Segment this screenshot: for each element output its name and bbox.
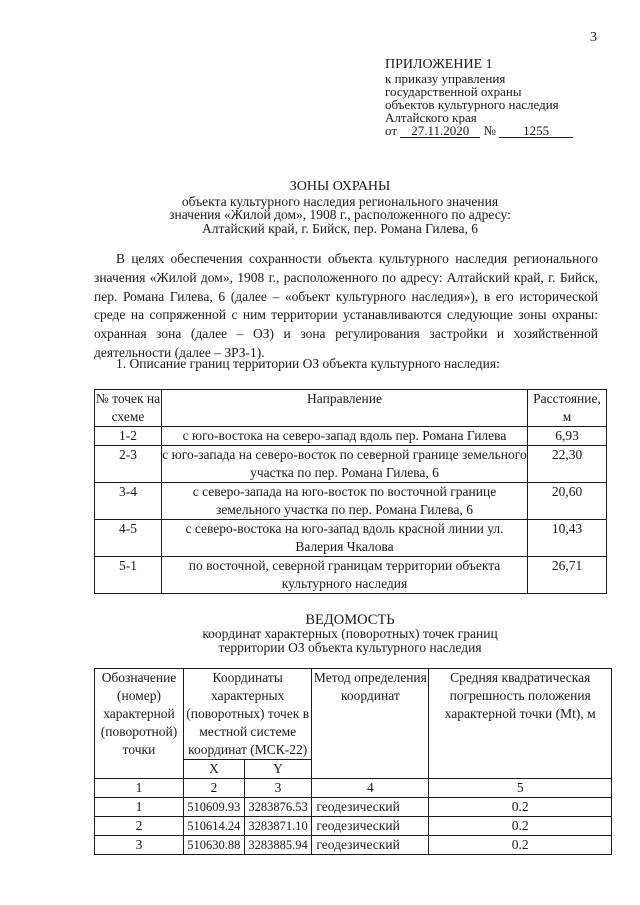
vedomost-block	[90, 613, 610, 655]
coordinates-table	[94, 668, 612, 855]
vedomost-title: ВЕДОМОСТЬ	[305, 612, 395, 628]
header-distance: Расстояние, м	[528, 390, 607, 427]
appendix-line: объектов культурного наследия	[385, 97, 559, 112]
error-mt: 0.2	[429, 836, 612, 855]
col-number: 1	[95, 779, 184, 798]
header-coordinates: Координаты характерных (поворотных) точек в местной системе координат (МСК-22)	[184, 669, 312, 760]
table-row	[95, 557, 607, 594]
appendix-ot: от	[385, 123, 398, 138]
row-points: 1-2	[95, 427, 162, 446]
point-number: 2	[95, 817, 184, 836]
point-number: 1	[95, 798, 184, 817]
title-line: Алтайский край, г. Бийск, пер. Романа Гилева, 6	[201, 220, 479, 236]
row-distance: 26,71	[528, 557, 607, 594]
zones-title-block	[90, 180, 590, 235]
appendix-date-line	[385, 124, 625, 138]
row-points: 2-3	[95, 446, 162, 483]
order-number: 1255	[499, 125, 573, 138]
order-date: 27.11.2020	[400, 125, 480, 138]
intro-paragraph	[94, 250, 598, 363]
appendix-line: к приказу управления	[385, 71, 506, 86]
row-direction: с юго-запада на северо-восток по северной границе земельного участка по пер. Романа Гилева, 6	[162, 446, 528, 483]
header-y: Y	[244, 760, 312, 779]
coord-x: 510614.24	[184, 817, 245, 836]
col-number: 4	[312, 779, 429, 798]
header-points: № точек на схеме	[95, 390, 162, 427]
page-title: ЗОНЫ ОХРАНЫ	[289, 179, 391, 194]
method: геодезический	[312, 836, 429, 855]
title-line: объекта культурного наследия регионального значения	[181, 193, 499, 209]
vedomost-line: координат характерных (поворотных) точек границ	[202, 626, 498, 641]
header-error: Средняя квадратическая погрешность положения характерной точки (Mt), м	[429, 669, 612, 779]
section1-heading: 1. Описание границ территории ОЗ объекта культурного наследия:	[116, 356, 500, 371]
row-points: 5-1	[95, 557, 162, 594]
row-direction: с северо-запада на юго-восток по восточной границе земельного участка по пер. Романа Гилева, 6	[162, 483, 528, 520]
table-header-row	[95, 390, 607, 427]
method: геодезический	[312, 798, 429, 817]
col-number: 2	[184, 779, 245, 798]
table-row	[95, 798, 612, 817]
row-points: 4-5	[95, 520, 162, 557]
row-distance: 22,30	[528, 446, 607, 483]
coord-x: 510630.88	[184, 836, 245, 855]
error-mt: 0.2	[429, 798, 612, 817]
title-line: значения «Жилой дом», 1908 г., расположенного по адресу:	[169, 207, 511, 222]
coord-y: 3283871.10	[244, 817, 312, 836]
coord-y: 3283885.94	[244, 836, 312, 855]
column-number-row	[95, 779, 612, 798]
col-number: 5	[429, 779, 612, 798]
appendix-line: Алтайского края	[385, 110, 477, 125]
point-number: 3	[95, 836, 184, 855]
boundary-table	[94, 389, 607, 594]
table-row	[95, 520, 607, 557]
intro-text: В целях обеспечения сохранности объекта культурного наследия регионального значения «Жилой дом», 1908 г., расположенного по адресу: Алтайский край, г. Бийск, пер. Романа Гилева, 6 (далее – «объект культурного наследия»), в его исторической среде на сопряженной с ним территории устанавливаются следующие зоны охраны: охранная зона (далее – ОЗ) и зона регулирования застройки и хозяйственной деятельности (далее – ЗРЗ-1).	[94, 251, 598, 360]
table-row	[95, 817, 612, 836]
row-distance: 20,60	[528, 483, 607, 520]
coord-x: 510609.93	[184, 798, 245, 817]
appendix-no: №	[483, 123, 496, 138]
appendix-line: государственной охраны	[385, 84, 522, 99]
col-number: 3	[244, 779, 312, 798]
row-distance: 10,43	[528, 520, 607, 557]
table-header-row	[95, 669, 612, 760]
vedomost-line: территории ОЗ объекта культурного наследия	[218, 640, 482, 655]
appendix-title: ПРИЛОЖЕНИЕ 1	[385, 57, 493, 72]
table-row	[95, 836, 612, 855]
table-row	[95, 446, 607, 483]
header-direction: Направление	[162, 390, 528, 427]
table-row	[95, 427, 607, 446]
row-distance: 6,93	[528, 427, 607, 446]
error-mt: 0.2	[429, 817, 612, 836]
row-points: 3-4	[95, 483, 162, 520]
header-x: X	[184, 760, 245, 779]
method: геодезический	[312, 817, 429, 836]
row-direction: с северо-востока на юго-запад вдоль красной линии ул. Валерия Чкалова	[162, 520, 528, 557]
row-direction: с юго-востока на северо-запад вдоль пер. Романа Гилева	[162, 427, 528, 446]
coord-y: 3283876.53	[244, 798, 312, 817]
header-method: Метод определения координат	[312, 669, 429, 779]
appendix-block	[385, 58, 625, 138]
table-row	[95, 483, 607, 520]
row-direction: по восточной, северной границам территории объекта культурного наследия	[162, 557, 528, 594]
header-designation: Обозначение (номер) характерной (поворотной) точки	[95, 669, 184, 779]
page-number: 3	[590, 30, 597, 45]
